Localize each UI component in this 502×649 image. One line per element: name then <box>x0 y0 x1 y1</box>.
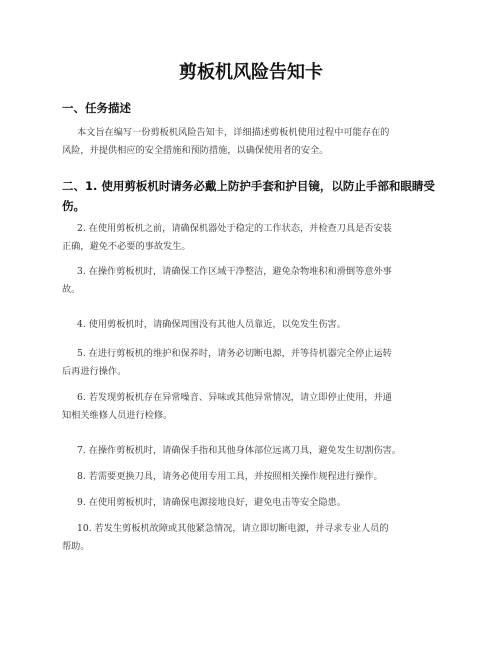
safety-item-3 <box>62 263 440 299</box>
paragraph-line: 本文旨在编写一份剪板机风险告知卡，详细描述剪板机使用过程中可能存在的 <box>77 127 390 138</box>
section-heading-task-description: 一、任务描述 <box>62 101 131 115</box>
safety-item-5 <box>62 345 440 381</box>
heading-line: 二、1. 使用剪板机时请务必戴上防护手套和护目镜，以防止手部和眼睛受 <box>62 179 435 193</box>
paragraph-line: 7. 在操作剪板机时，请确保手指和其他身体部位远离刀具，避免发生切割伤害。 <box>77 445 402 456</box>
safety-item-9 <box>62 494 440 512</box>
heading-line: 伤。 <box>62 199 85 213</box>
paragraph-line: 故。 <box>62 284 81 295</box>
paragraph-line: 后再进行操作。 <box>62 366 127 377</box>
paragraph-line: 知相关维修人员进行检修。 <box>62 410 173 421</box>
paragraph-line: 6. 若发现剪板机存在异常噪音、异味或其他异常情况，请立即停止使用，并通 <box>77 392 392 403</box>
safety-item-6 <box>62 389 440 425</box>
paragraph-line: 10. 若发生剪板机故障或其他紧急情况，请立即切断电源，并寻求专业人员的 <box>77 523 389 534</box>
safety-item-8 <box>62 468 440 486</box>
safety-item-2 <box>62 220 440 256</box>
safety-item-10 <box>62 520 440 556</box>
paragraph-line: 9. 在使用剪板机时，请确保电源接地良好，避免电击等安全隐患。 <box>77 497 346 508</box>
paragraph-line: 5. 在进行剪板机的维护和保养时，请务必切断电源，并等待机器完全停止运转 <box>77 348 392 359</box>
document-title: 剪板机风险告知卡 <box>179 62 323 83</box>
paragraph-line: 3. 在操作剪板机时，请确保工作区域干净整洁，避免杂物堆积和滑倒等意外事 <box>77 266 392 277</box>
paragraph-line: 风险，并提供相应的安全措施和预防措施，以确保使用者的安全。 <box>62 145 329 156</box>
safety-item-4 <box>62 316 440 334</box>
safety-item-7 <box>62 442 440 460</box>
task-description-paragraph <box>62 124 440 160</box>
paragraph-line: 2. 在使用剪板机之前，请确保机器处于稳定的工作状态，并检查刀具是否安装 <box>77 223 392 234</box>
section-heading-safety-item-1 <box>62 176 442 216</box>
paragraph-line: 帮助。 <box>62 541 90 552</box>
paragraph-line: 正确，避免不必要的事故发生。 <box>62 241 191 252</box>
paragraph-line: 4. 使用剪板机时，请确保周围没有其他人员靠近，以免发生伤害。 <box>77 319 346 330</box>
paragraph-line: 8. 若需要更换刀具，请务必使用专用工具，并按照相关操作规程进行操作。 <box>77 471 383 482</box>
